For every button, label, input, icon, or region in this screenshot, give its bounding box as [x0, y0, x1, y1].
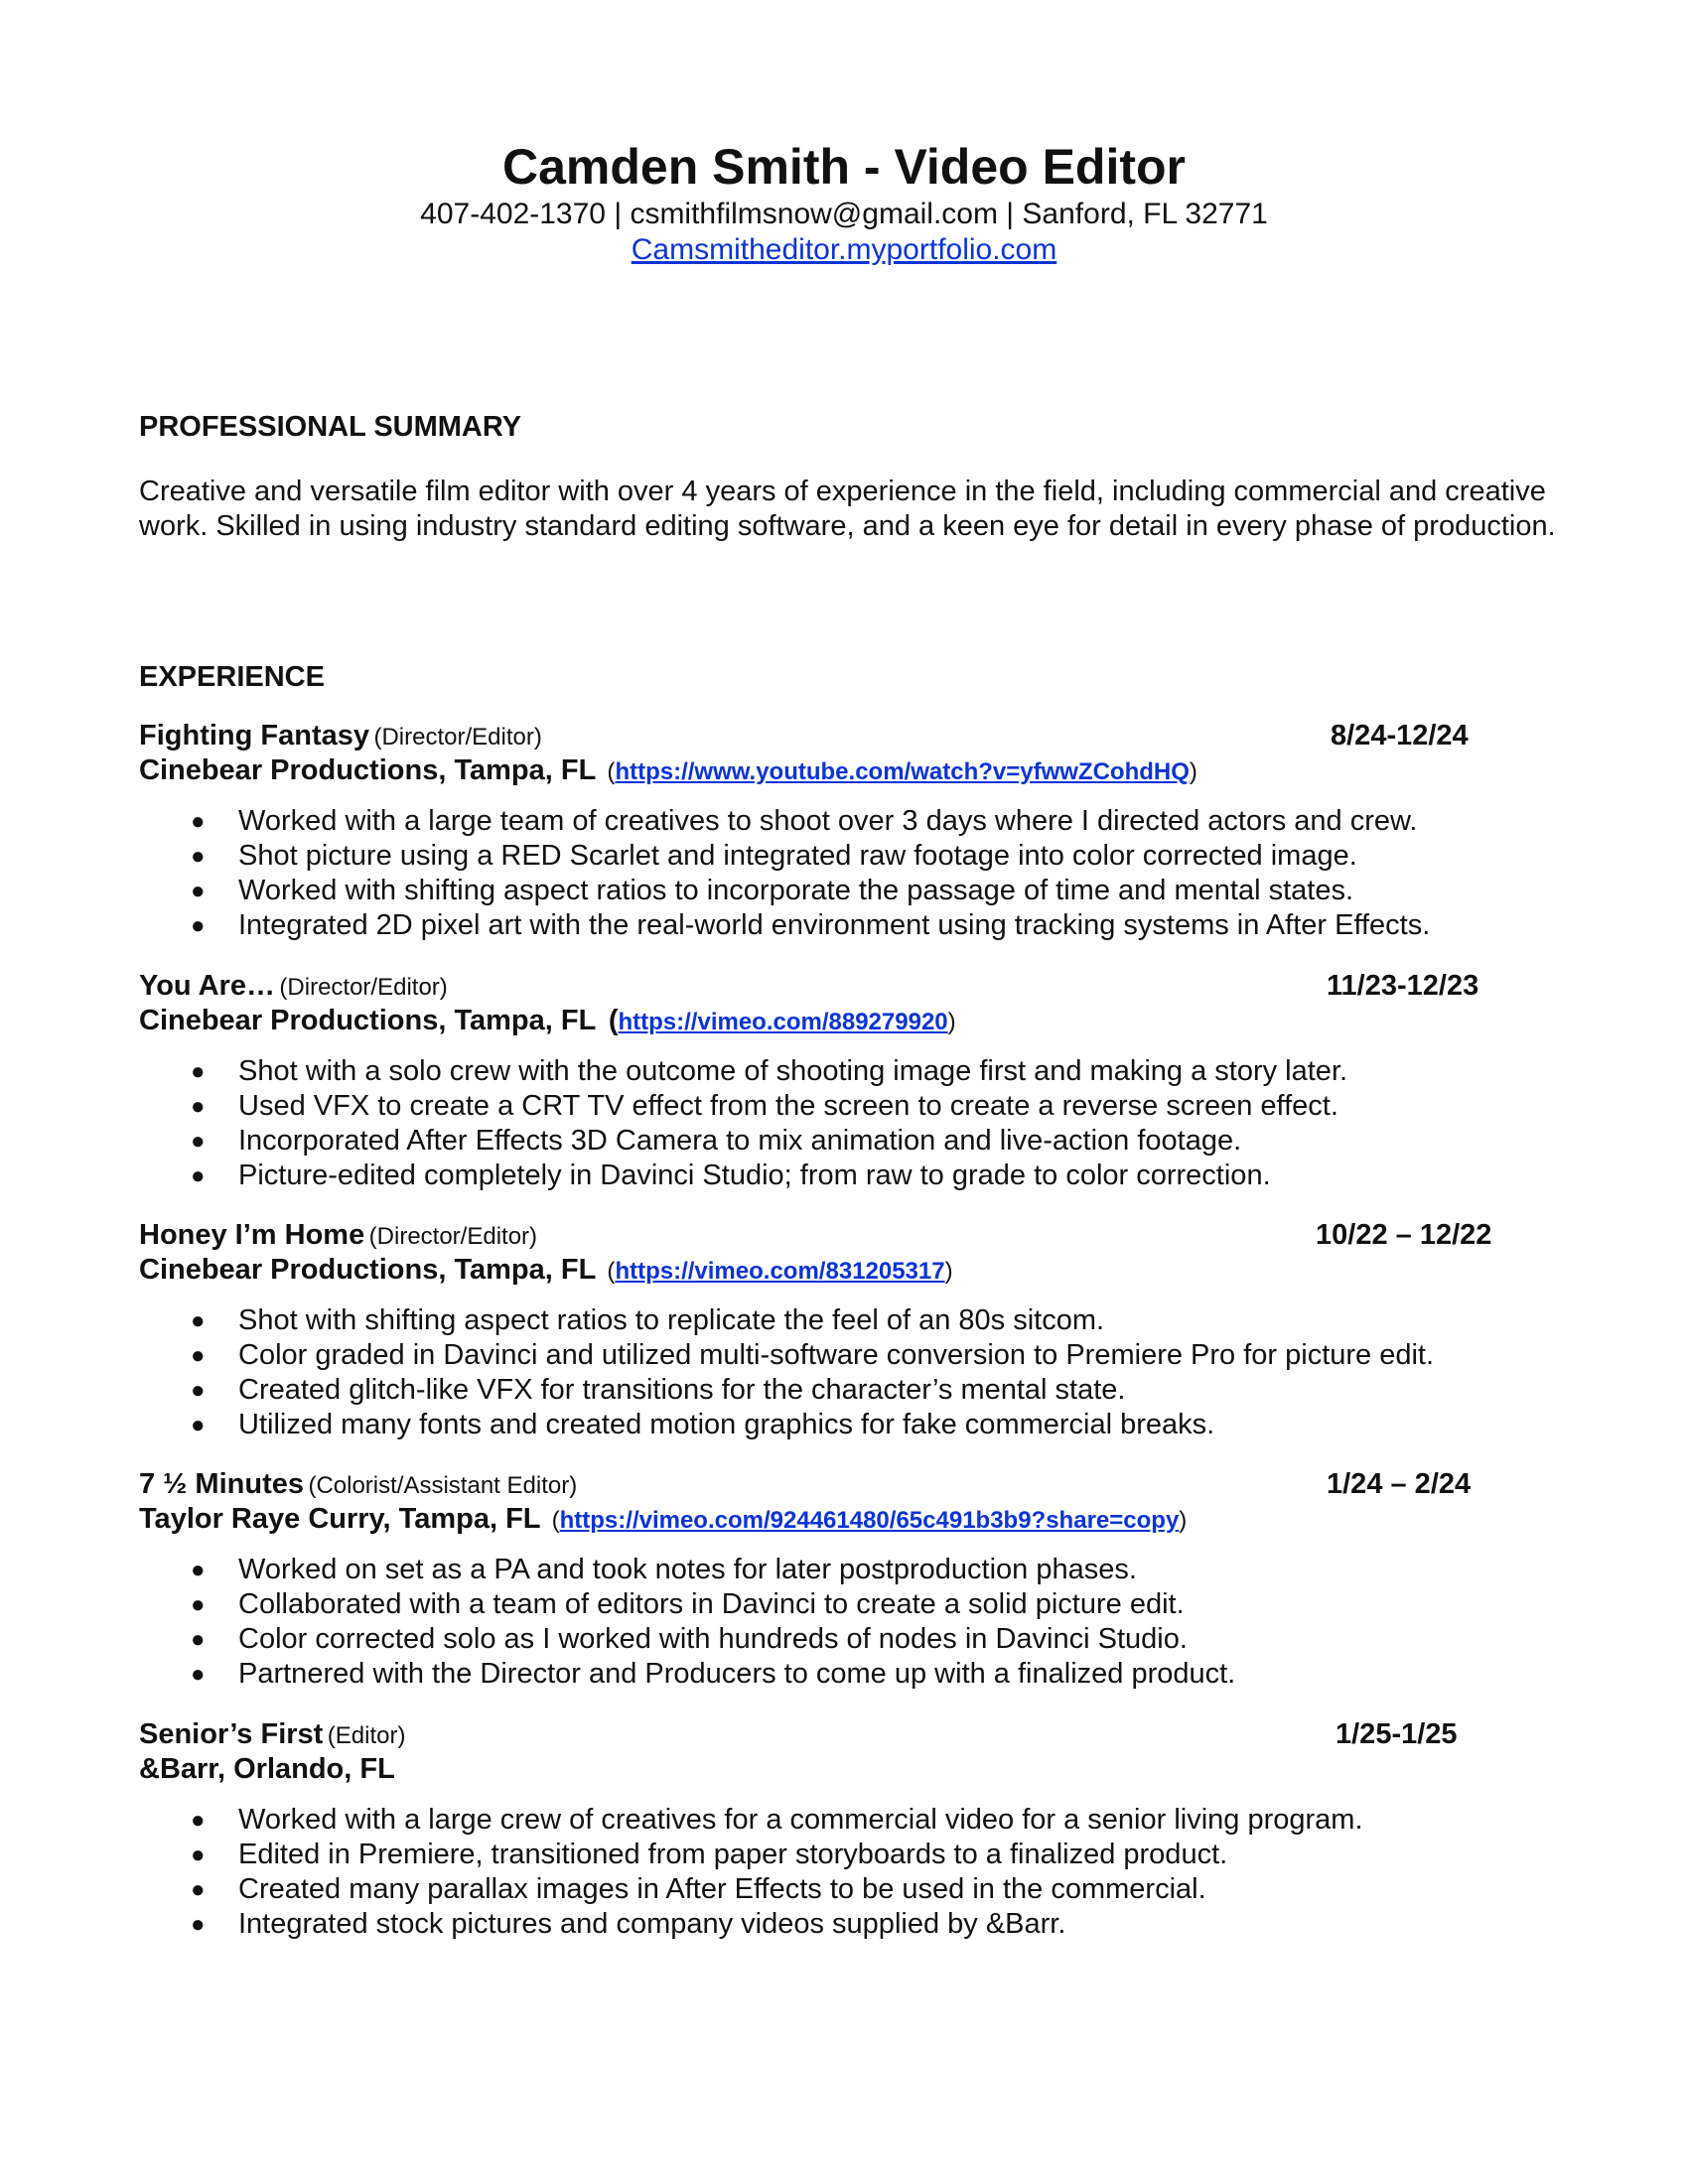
job-date: 11/23-12/23: [1327, 970, 1479, 1002]
list-item: ● Worked with a large team of creatives to shoot over 3 days where I directed actors and crew.: [139, 804, 1549, 839]
summary-heading: PROFESSIONAL SUMMARY: [139, 411, 522, 443]
job-title-line: [139, 969, 1549, 1004]
job-role: (Director/Editor): [368, 1223, 538, 1250]
job-role: (Director/Editor): [279, 974, 448, 1001]
job-entry: [139, 1467, 1549, 1692]
experience-heading: EXPERIENCE: [139, 661, 325, 693]
job-bullets: [139, 1303, 1549, 1442]
list-item: ● Picture-edited completely in Davinci Studio; from raw to grade to color correction.: [139, 1159, 1549, 1193]
list-item: ● Created many parallax images in After Effects to be used in the commercial.: [139, 1872, 1549, 1907]
name-title: Camden Smith - Video Editor: [501, 139, 1187, 195]
job-company: Taylor Raye Curry, Tampa, FL: [139, 1503, 541, 1535]
job-company: &Barr, Orlando, FL: [139, 1753, 395, 1785]
job-company-line: Taylor Raye Curry, Tampa, FL (https://vimeo.com/924461480/65c491b3b9?share=copy): [139, 1503, 1188, 1535]
job-title: 7 ½ Minutes: [139, 1468, 304, 1500]
job-company-line: [139, 1752, 1549, 1787]
job-role: (Director/Editor): [373, 724, 542, 751]
job-title: Honey I’m Home: [139, 1219, 365, 1251]
list-item: ● Edited in Premiere, transitioned from paper storyboards to a finalized product.: [139, 1838, 1549, 1872]
job-company-line: Cinebear Productions, Tampa, FL (https://www.youtube.com/watch?v=yfwwZCohdHQ): [139, 754, 1197, 786]
job-title: You Are…: [139, 970, 275, 1002]
contact-line: 407-402-1370 | csmithfilmsnow@gmail.com | Sanford, FL 32771: [420, 198, 1268, 230]
list-item: ● Utilized many fonts and created motion graphics for fake commercial breaks.: [139, 1408, 1549, 1442]
list-item: ● Shot with a solo crew with the outcome of shooting image first and making a story later.: [139, 1054, 1549, 1089]
job-company-line: Cinebear Productions, Tampa, FL (https://vimeo.com/889279920): [139, 1005, 956, 1036]
job-entry: [139, 719, 1549, 943]
job-role: (Editor): [327, 1722, 406, 1749]
job-bullets: [139, 1553, 1549, 1692]
job-title: Senior’s First: [139, 1718, 324, 1750]
list-item: ● Shot with shifting aspect ratios to replicate the feel of an 80s sitcom.: [139, 1303, 1549, 1338]
job-date: 1/24 – 2/24: [1327, 1468, 1472, 1500]
list-item: ● Shot picture using a RED Scarlet and integrated raw footage into color corrected image.: [139, 839, 1549, 874]
job-link[interactable]: https://vimeo.com/831205317: [615, 1258, 945, 1285]
list-item: ● Worked with a large crew of creatives for a commercial video for a senior living program.: [139, 1803, 1549, 1838]
job-link[interactable]: https://vimeo.com/889279920: [618, 1009, 948, 1035]
list-item: ● Created glitch-like VFX for transitions for the character’s mental state.: [139, 1373, 1549, 1408]
job-title-line: [139, 1717, 1549, 1752]
job-link[interactable]: https://www.youtube.com/watch?v=yfwwZCohdHQ: [615, 758, 1190, 785]
job-title-line: [139, 1467, 1549, 1502]
list-item: ● Integrated stock pictures and company videos supplied by &Barr.: [139, 1907, 1549, 1942]
job-date: 8/24-12/24: [1331, 720, 1469, 751]
list-item: ● Color graded in Davinci and utilized multi-software conversion to Premiere Pro for picture edit.: [139, 1338, 1549, 1373]
list-item: ● Used VFX to create a CRT TV effect from the screen to create a reverse screen effect.: [139, 1089, 1549, 1124]
job-date: 1/25-1/25: [1336, 1718, 1458, 1750]
job-title-line: [139, 1218, 1549, 1253]
job-company: Cinebear Productions, Tampa, FL: [139, 754, 597, 786]
job-bullets: [139, 1803, 1549, 1942]
job-entry: [139, 1218, 1549, 1442]
list-item: ● Color corrected solo as I worked with hundreds of nodes in Davinci Studio.: [139, 1622, 1549, 1657]
portfolio-link[interactable]: Camsmitheditor.myportfolio.com: [631, 233, 1057, 266]
job-company-line: Cinebear Productions, Tampa, FL (https://vimeo.com/831205317): [139, 1254, 953, 1286]
job-title: Fighting Fantasy: [139, 720, 369, 751]
job-company: Cinebear Productions, Tampa, FL: [139, 1005, 597, 1036]
job-company: Cinebear Productions, Tampa, FL: [139, 1254, 597, 1286]
job-entry: [139, 969, 1549, 1193]
job-entry: [139, 1717, 1549, 1942]
summary-text: Creative and versatile film editor with over 4 years of experience in the field, including commercial and creative work. Skilled in using industry standard editing software, and a keen eye for detail in every phase of production.: [139, 476, 1556, 542]
list-item: ● Partnered with the Director and Producers to come up with a finalized product.: [139, 1657, 1549, 1692]
job-date: 10/22 – 12/22: [1316, 1219, 1492, 1251]
list-item: ● Integrated 2D pixel art with the real-world environment using tracking systems in After Effects.: [139, 908, 1549, 943]
job-role: (Colorist/Assistant Editor): [308, 1472, 578, 1499]
job-bullets: [139, 1054, 1549, 1193]
job-title-line: [139, 719, 1549, 753]
list-item: ● Worked with shifting aspect ratios to incorporate the passage of time and mental states.: [139, 874, 1549, 908]
list-item: ● Collaborated with a team of editors in Davinci to create a solid picture edit.: [139, 1587, 1549, 1622]
resume-header: [0, 137, 1688, 268]
job-link[interactable]: https://vimeo.com/924461480/65c491b3b9?share=copy: [559, 1507, 1180, 1534]
job-bullets: [139, 804, 1549, 943]
list-item: ● Worked on set as a PA and took notes for later postproduction phases.: [139, 1553, 1549, 1587]
list-item: ● Incorporated After Effects 3D Camera to mix animation and live-action footage.: [139, 1124, 1549, 1159]
